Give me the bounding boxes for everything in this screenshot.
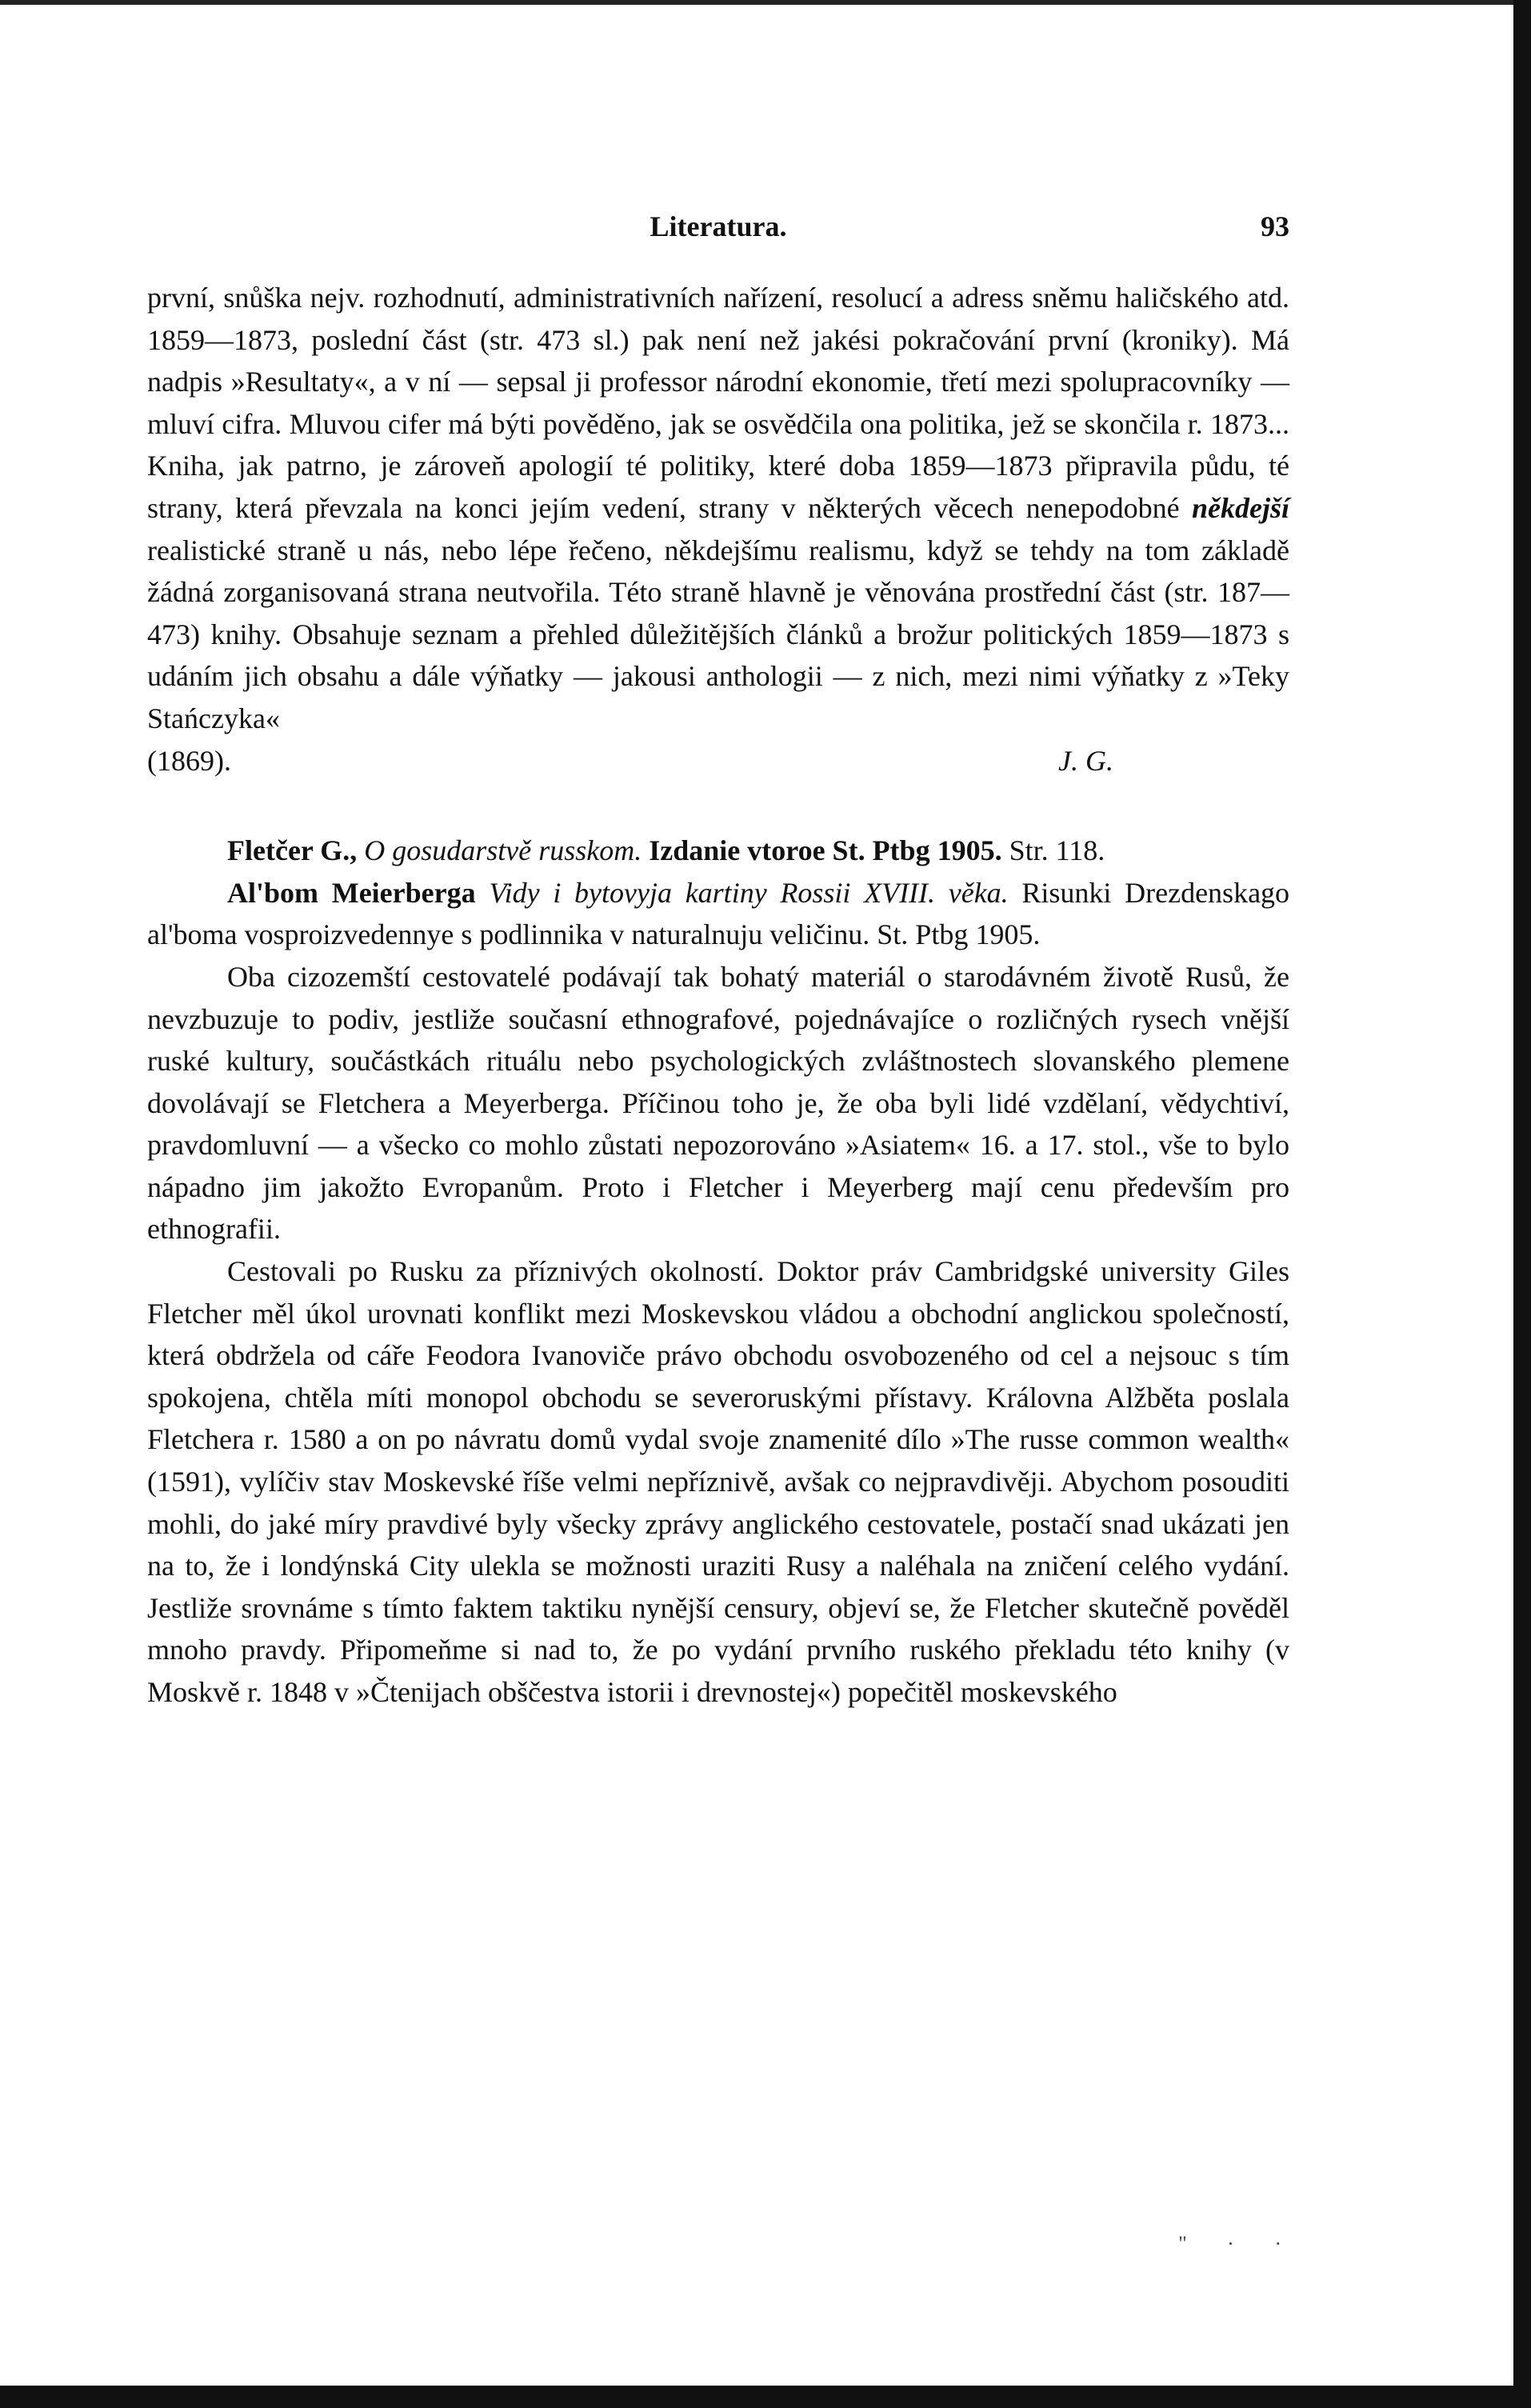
review-2-paragraph-2: Cestovali po Rusku za příznivých okolností. Doktor práv Cambridgské university Giles Fletcher měl úkol urovnati konflikt mezi Moskevskou vládou a obchodní anglickou společností, která obdržela od cáře Feodora Ivanoviče právo obchodu osvobozeného od cel a nejsouc s tím spokojena, chtěla míti monopol obchodu se severoruskými přístavy. Královna Alžběta poslala Fletchera r. 1580 a on po návratu domů vydal svoje znamenité dílo »The russe common wealth« (1591), vylíčiv stav Moskevské říše velmi nepříznivě, avšak co nejpravdivěji. Abychom posouditi mohli, do jaké míry pravdivé byly všecky zprávy anglického cestovatele, postačí snad ukázati jen na to, že i londýnská City ulekla se možnosti uraziti Rusy a naléhala na zničení celého vydání. Jestliže srovnáme s tímto faktem taktiku nynější censury, objeví se, že Fletcher skutečně pověděl mnoho pravdy. Připomeňme si nad to, že po vydání prvního ruského překladu této knihy (v Moskvě r. 1848 v »Čtenijach obščestva istorii i drevnostej«) popečitěl moskevského <box>147 1255 1289 1708</box>
review-2-paragraph-1: Oba cizozemští cestovatelé podávají tak bohatý materiál o starodávném životě Rusů, že nevzbuzuje to podiv, jestliže současní ethnografové, pojednávajíce o rozličných rysech vnější ruské kultury, součástkách rituálu nebo psychologických zvláštnostech slovanského plemene dovolávají se Fletchera a Meyerberga. Příčinou toho je, že oba byli lidé vzdělaní, vědychtiví, pravdomluvní — a všecko co mohlo zůstati nepozorováno »Asiatem« 16. a 17. stol., vše to bylo nápadno jim jakožto Evropanům. Proto i Fletcher i Meyerberg mají cenu především pro ethnografii. <box>147 960 1289 1246</box>
running-head <box>147 210 1289 245</box>
review-1 <box>147 277 1289 782</box>
section-gap <box>147 782 1289 830</box>
bib-title: O gosudarstvě russkom. <box>364 834 642 867</box>
bib-pages: Str. 118. <box>1009 834 1105 867</box>
scan-marks: " · · <box>1178 2232 1299 2255</box>
bibliography-entry-1 <box>147 830 1289 872</box>
review-1-year: (1869). <box>147 744 231 777</box>
album-title: Vidy i bytovyja kartiny Rossii XVIII. věka. <box>489 876 1009 909</box>
review-1-emphasis: někdejší <box>1192 491 1289 524</box>
album-author: Al'bom Meierberga <box>227 876 476 909</box>
review-2 <box>147 830 1289 1713</box>
page-number: 93 <box>1261 210 1289 242</box>
review-1-paragraph <box>147 277 1289 740</box>
review-1-text-a: první, snůška nejv. rozhodnutí, administrativních nařízení, resolucí a adress sněmu haličského atd. 1859—1873, poslední část (str. 473 sl.) pak není než jakési pokračování první (kroniky). Má nadpis »Resultaty«, a v ní — sepsal ji professor národní ekonomie, třetí mezi spolupracovníky — mluví cifra. Mluvou cifer má býti pověděno, jak se osvědčila ona politika, jež se skončila r. 1873... Kniha, jak patrno, je zároveň apologií té politiky, které doba 1859—1873 připravila půdu, té strany, která převzala na konci jejím vedení, strany v některých věcech nenepodobné <box>147 282 1289 524</box>
review-1-signature-line <box>147 740 1289 782</box>
bibliography-entry-2 <box>147 872 1289 956</box>
review-1-text-b: realistické straně u nás, nebo lépe řečeno, někdejšímu realismu, když se tehdy na tom základě žádná zorganisovaná strana neutvořila. Této straně hlavně je věnována prostřední část (str. 187—473) knihy. Obsahuje seznam a přehled důležitějších článků a brožur politických 1859—1873 s udáním jich obsahu a dále výňatky — jakousi anthologii — z nich, mezi nimi výňatky z »Teky Stańczyka« <box>147 534 1289 734</box>
scan-right-edge <box>1513 0 1531 2408</box>
album-description: Risunki Drezdenskago al'boma vosproizvedennye s podlinnika v naturalnuju veličinu. St. Ptbg 1905. <box>147 876 1290 951</box>
bib-publication: Izdanie vtoroe St. Ptbg 1905. <box>649 834 1002 867</box>
scan-bottom-edge <box>0 2386 1531 2408</box>
review-1-signature: J. G. <box>1058 744 1113 777</box>
scan-top-edge <box>0 0 1531 5</box>
bib-author: Fletčer G., <box>227 834 358 867</box>
running-title: Literatura. <box>650 210 787 242</box>
page-body <box>147 210 1289 1714</box>
